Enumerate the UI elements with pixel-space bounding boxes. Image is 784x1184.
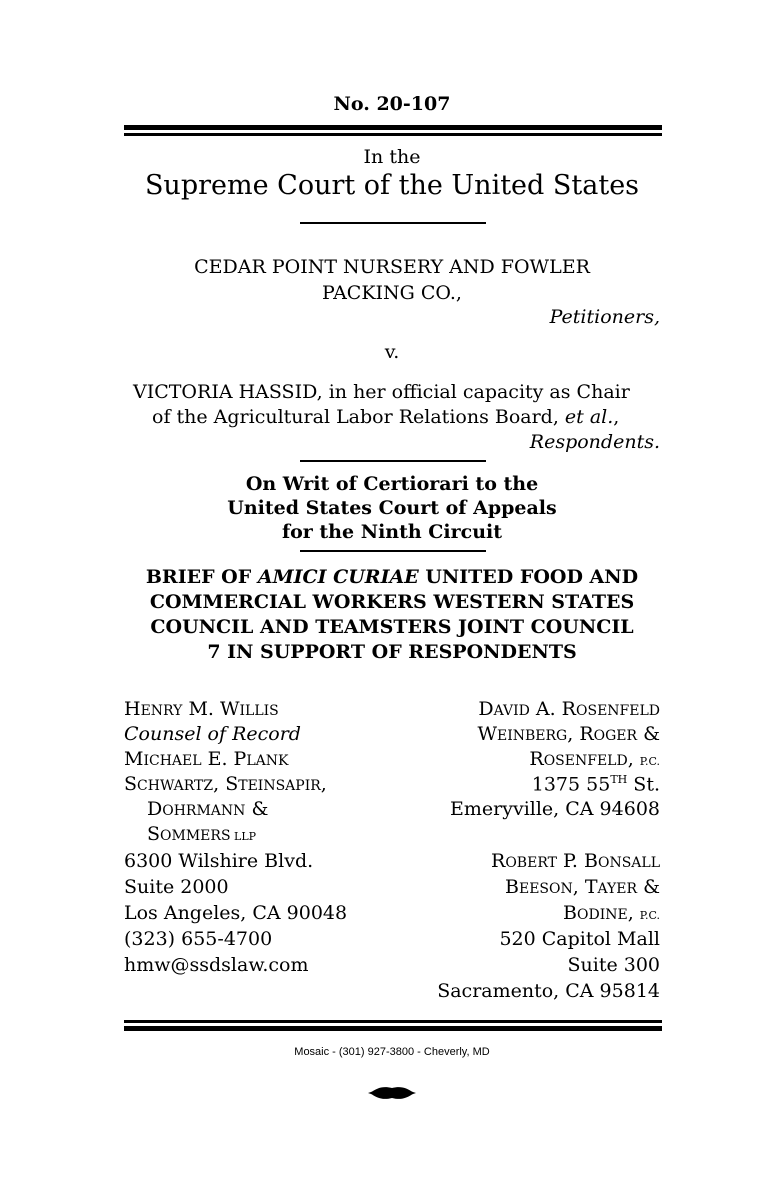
beeson-address2: Suite 300 [567,954,660,976]
email[interactable]: hmw@ssdslaw.com [124,954,309,976]
top-double-rule [124,125,662,137]
counsel-name-rosenfeld: DAVID A. ROSENFELD [478,698,660,720]
writ-line3: for the Ninth Circuit [281,521,503,543]
court-name: Supreme Court of the United States [144,170,640,201]
address-line1: 6300 Wilshire Blvd. [124,850,314,872]
respondents-line2: of the Agricultural Labor Relations Board, et al., [152,406,620,428]
divider-rule [300,550,486,552]
petitioners-role: Petitioners, [549,306,660,328]
firm-weinberg-line2: ROSENFELD, P.C. [529,748,660,770]
address-line2: Suite 2000 [124,876,229,898]
weinberg-address: 1375 55TH St. [531,773,660,796]
brief-title-line4: 7 IN SUPPORT OF RESPONDENTS [207,641,577,663]
brief-title-line2: COMMERCIAL WORKERS WESTERN STATES [149,591,635,613]
firm-beeson-line1: BEESON, TAYER & [505,876,660,898]
counsel-name-willis: HENRY M. WILLIS [124,698,279,720]
phone: (323) 655-4700 [124,928,273,950]
counsel-name-bonsall: ROBERT P. BONSALL [491,850,660,872]
weinberg-city: Emeryville, CA 94608 [450,798,660,820]
writ-line2: United States Court of Appeals [227,497,557,519]
counsel-of-record: Counsel of Record [124,723,301,745]
firm-beeson-line2: BODINE, P.C. [563,902,660,924]
printer-ornament-icon [368,1084,416,1102]
docket-number: No. 20-107 [333,93,451,115]
bottom-double-rule [124,1020,662,1032]
court-intro: In the [363,146,421,168]
petitioners-line1: CEDAR POINT NURSERY AND FOWLER [194,256,590,278]
versus: v. [384,341,400,363]
respondents-role: Respondents. [529,431,660,453]
brief-title-line1: BRIEF OF AMICI CURIAE UNITED FOOD AND [145,566,639,588]
address-line3: Los Angeles, CA 90048 [124,902,348,924]
firm-line1: SCHWARTZ, STEINSAPIR, [124,773,327,795]
respondents-line1: VICTORIA HASSID, in her official capacity as Chair [133,381,630,403]
printer-imprint: Mosaic - (301) 927-3800 - Cheverly, MD [294,1046,490,1058]
divider-rule [300,222,486,224]
beeson-city: Sacramento, CA 95814 [437,980,660,1002]
beeson-address1: 520 Capitol Mall [499,928,660,950]
firm-line2: DOHRMANN & [147,798,269,820]
divider-rule [300,460,486,462]
firm-weinberg-line1: WEINBERG, ROGER & [477,723,660,745]
counsel-name-plank: MICHAEL E. PLANK [124,748,289,770]
writ-line1: On Writ of Certiorari to the [245,473,539,495]
brief-title-line3: COUNCIL AND TEAMSTERS JOINT COUNCIL [150,616,634,638]
firm-line3: SOMMERS LLP [147,823,257,845]
petitioners-line2: PACKING CO., [322,282,462,304]
